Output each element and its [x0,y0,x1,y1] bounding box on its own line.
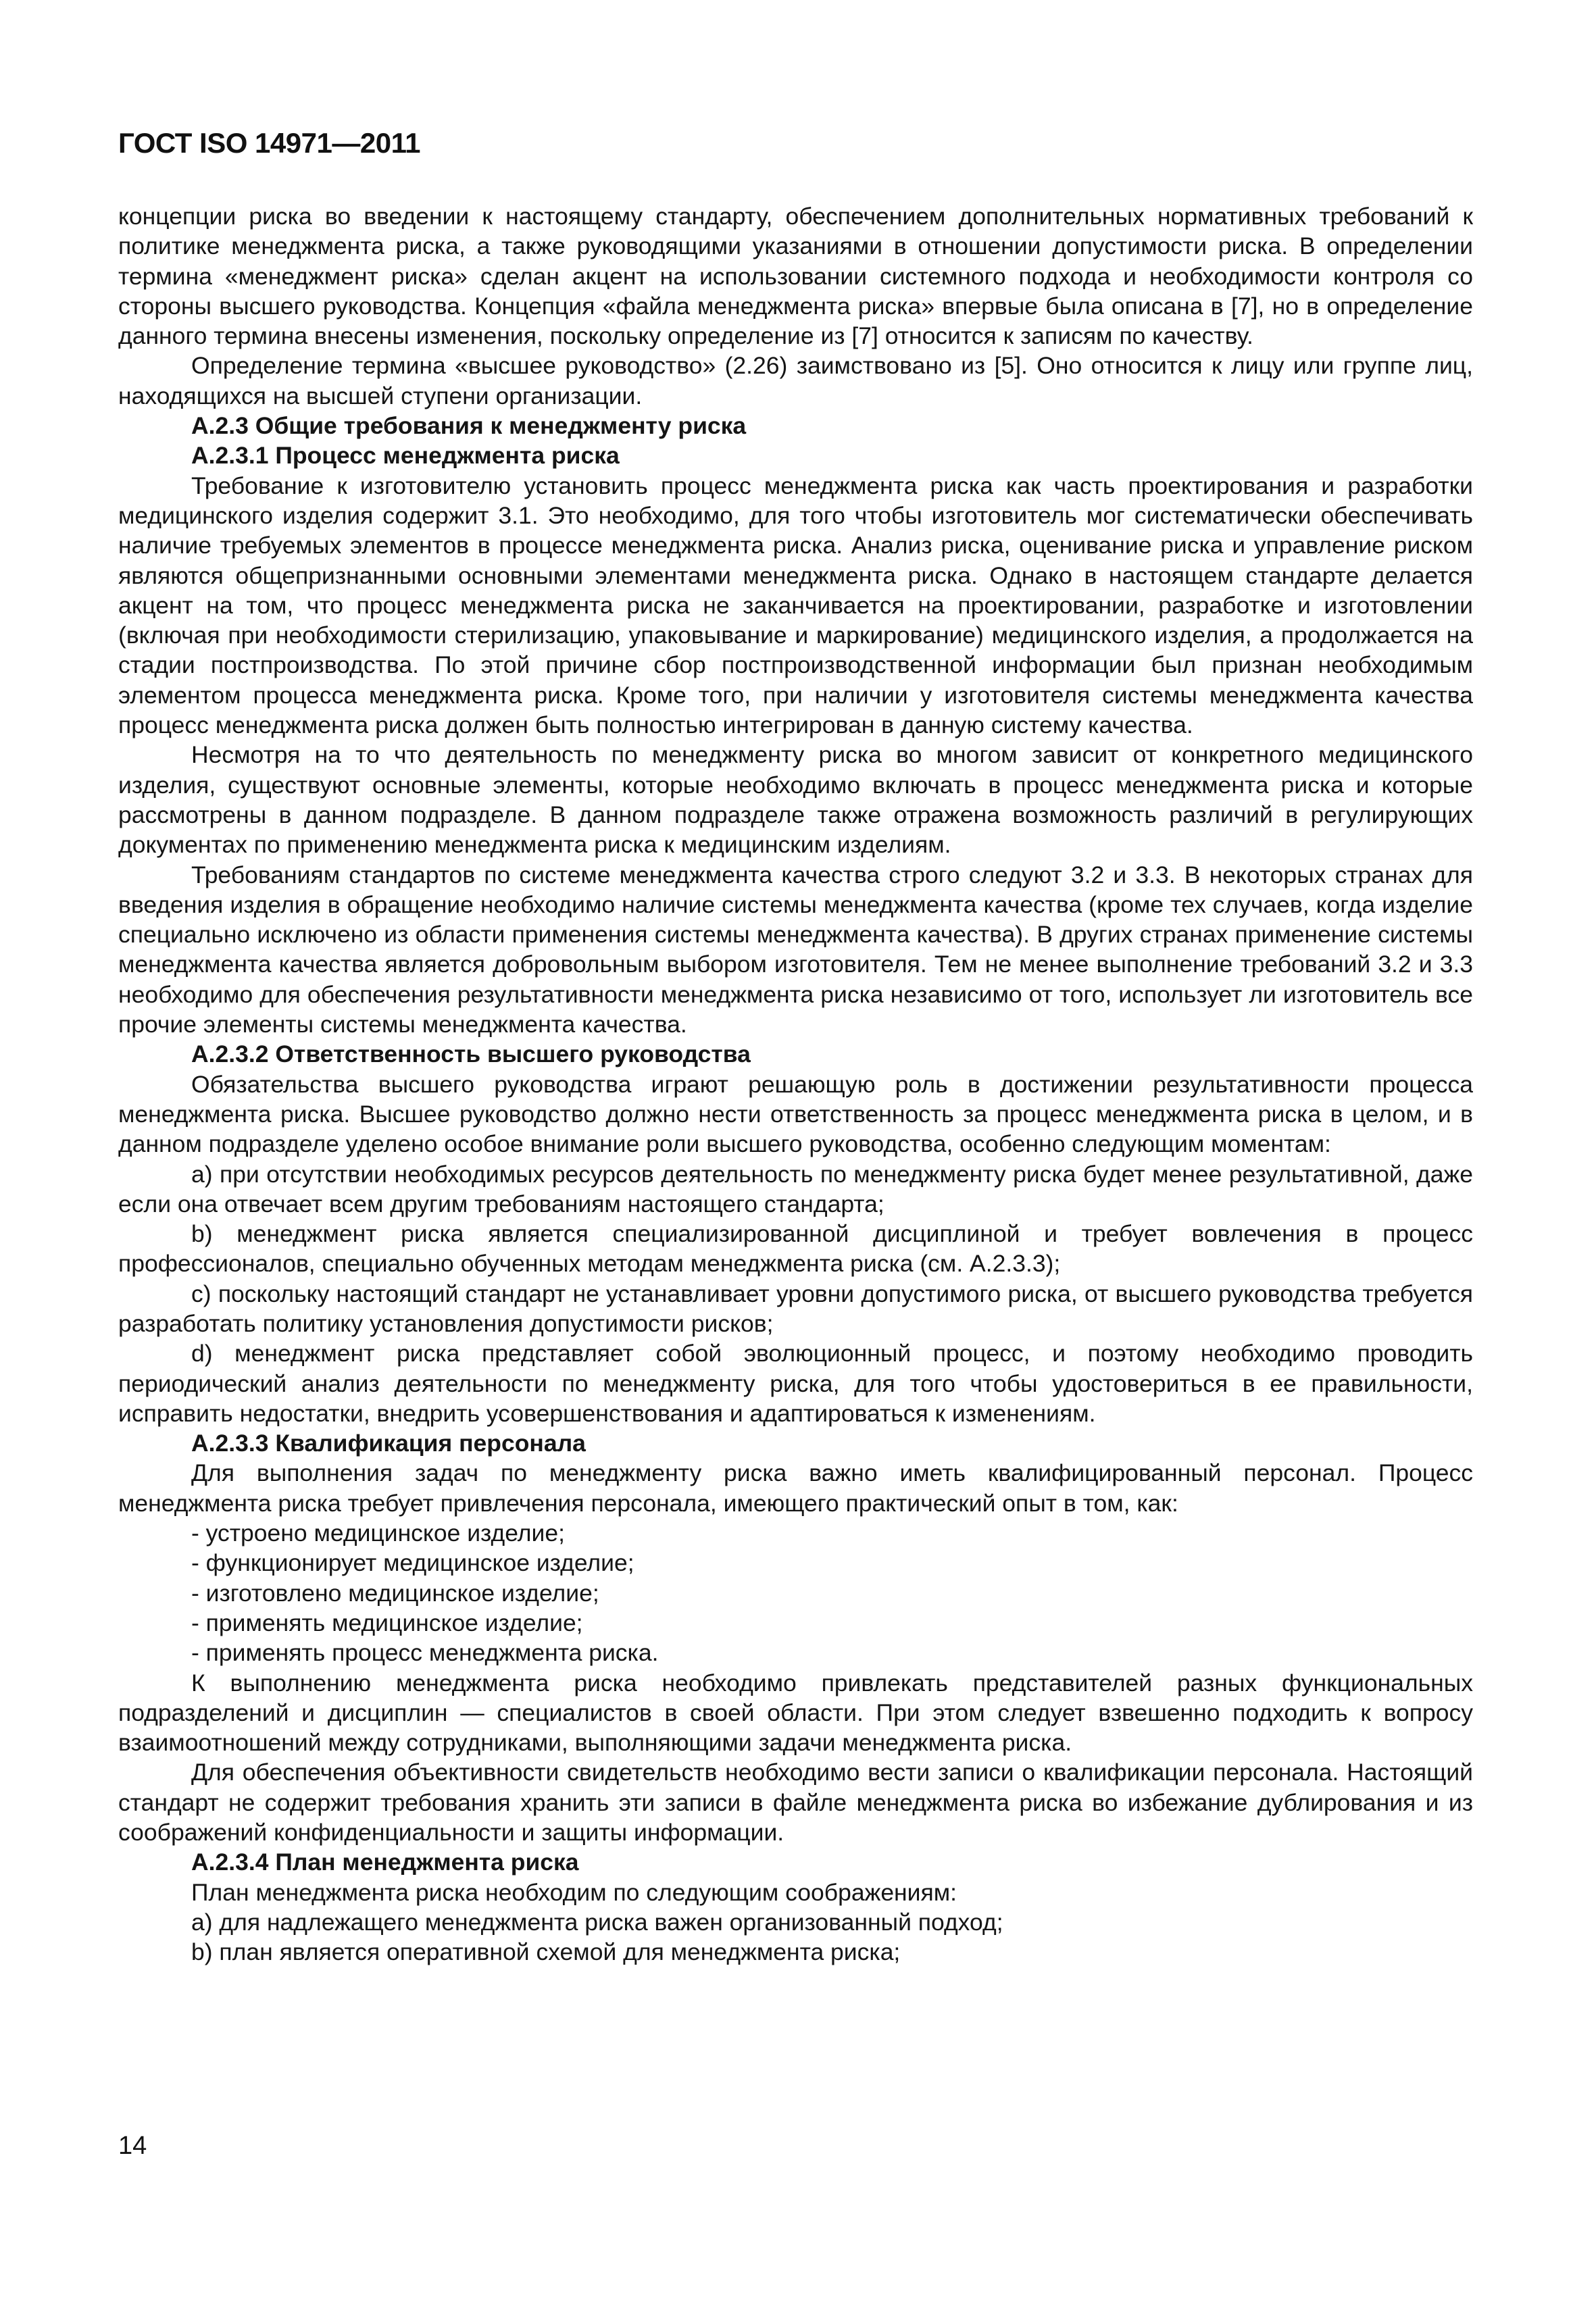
document-header-title: ГОСТ ISO 14971—2011 [118,127,420,159]
paragraph-a233-1: Для выполнения задач по менеджменту риска важно иметь квалифицированный персонал. Процесс менеджмента риска требует привлечения персонала, имеющего практический опыт в том, как: [118,1459,1473,1517]
paragraph-a231-3: Требованиям стандартов по системе менеджмента качества строго следуют 3.2 и 3.3. В некоторых странах для введения изделия в обращение необходимо наличие системы менеджмента качества (кроме тех случаев, когда изделие специально исключено из области применения системы менеджмента качества). В других странах применение системы менеджмента качества является добровольным выбором изготовителя. Тем не менее выполнение требований 3.2 и 3.3 необходимо для обеспечения результативности менеджмента риска независимо от того, использует ли изготовитель все прочие элементы системы менеджмента качества. [118,861,1473,1038]
document-body [118,201,1473,1967]
paragraph-intro-continuation: концепции риска во введении к настоящему стандарту, обеспечением дополнительных нормативных требований к политике менеджмента риска, а также руководящими указаниями в отношении допустимости риска. В определении термина «менеджмент риска» сделан акцент на использовании системного подхода и необходимости контроля со стороны высшего руководства. Концепция «файла менеджмента риска» впервые была описана в [7], но в определение данного термина внесены изменения, поскольку определение из [7] относится к записям по качеству. [118,203,1473,350]
paragraph-a231-2: Несмотря на то что деятельность по менеджменту риска во многом зависит от конкретного медицинского изделия, существуют основные элементы, которые необходимо включать в процесс менеджмента риска и которые рассмотрены в данном подразделе. В данном подразделе также отражена возможность различий в регулирующих документах по применению менеджмента риска к медицинским изделиям. [118,741,1473,859]
section-heading-a232: А.2.3.2 Ответственность высшего руководства [191,1040,751,1068]
paragraph-a232-item-a: a) при отсутствии необходимых ресурсов деятельность по менеджменту риска будет менее результативной, даже если она отвечает всем другим требованиям настоящего стандарта; [118,1160,1473,1217]
paragraph-top-management-definition: Определение термина «высшее руководство» (2.26) заимствовано из [5]. Оно относится к лицу или группе лиц, находящихся на высшей ступени организации. [118,352,1473,409]
section-heading-a234: А.2.3.4 План менеджмента риска [191,1848,579,1876]
list-item: - функционирует медицинское изделие; [191,1549,634,1577]
section-heading-a23: А.2.3 Общие требования к менеджменту риска [191,412,747,440]
paragraph-a232-item-d: d) менеджмент риска представляет собой эволюционный процесс, и поэтому необходимо проводить периодический анализ деятельности по менеджменту риска, для того чтобы удостовериться в ее правильности, исправить недостатки, внедрить усовершенствования и адаптироваться к изменениям. [118,1340,1473,1427]
paragraph-a234-1: План менеджмента риска необходим по следующим соображениям: [191,1878,957,1906]
paragraph-a232-1: Обязательства высшего руководства играют решающую роль в достижении результативности процесса менеджмента риска. Высшее руководство должно нести ответственность за процесс менеджмента риска в целом, и в данном подразделе уделено особое внимание роли высшего руководства, особенно следующим моментам: [118,1070,1473,1158]
paragraph-a234-item-b: b) план является оперативной схемой для менеджмента риска; [191,1938,901,1966]
paragraph-a233-2: К выполнению менеджмента риска необходимо привлекать представителей разных функциональных подразделений и дисциплин — специалистов в своей области. При этом следует взвешенно подходить к вопросу взаимоотношений между сотрудниками, выполняющими задачи менеджмента риска. [118,1669,1473,1757]
section-heading-a231: А.2.3.1 Процесс менеджмента риска [191,442,620,470]
list-item: - устроено медицинское изделие; [191,1519,565,1547]
section-heading-a233: А.2.3.3 Квалификация персонала [191,1430,586,1457]
list-item: - изготовлено медицинское изделие; [191,1579,599,1607]
paragraph-a234-item-a: a) для надлежащего менеджмента риска важен организованный подход; [191,1908,1003,1936]
paragraph-a232-item-b: b) менеджмент риска является специализированной дисциплиной и требует вовлечения в процесс профессионалов, специально обученных методам менеджмента риска (см. А.2.3.3); [118,1220,1473,1278]
list-item: - применять медицинское изделие; [191,1609,583,1636]
paragraph-a232-item-c: c) поскольку настоящий стандарт не устанавливает уровни допустимого риска, от высшего руководства требуется разработать политику установления допустимости рисков; [118,1280,1473,1337]
list-item: - применять процесс менеджмента риска. [191,1639,659,1667]
page-number: 14 [118,2132,147,2160]
paragraph-a231-1: Требование к изготовителю установить процесс менеджмента риска как часть проектирования и разработки медицинского изделия содержит 3.1. Это необходимо, для того чтобы изготовитель мог систематически обеспечивать наличие требуемых элементов в процессе менеджмента риска. Анализ риска, оценивание риска и управление риском являются общепризнанными основными элементами менеджмента риска. Однако в настоящем стандарте делается акцент на том, что процесс менеджмента риска не заканчивается на проектировании, разработке и изготовлении (включая при необходимости стерилизацию, упаковывание и маркирование) медицинского изделия, а продолжается на стадии постпроизводства. По этой причине сбор постпроизводственной информации был признан необходимым элементом процесса менеджмента риска. Кроме того, при наличии у изготовителя системы менеджмента качества процесс менеджмента риска должен быть полностью интегрирован в данную систему качества. [118,472,1473,739]
paragraph-a233-3: Для обеспечения объективности свидетельств необходимо вести записи о квалификации персонала. Настоящий стандарт не содержит требования хранить эти записи в файле менеджмента риска во избежание дублирования и из соображений конфиденциальности и защиты информации. [118,1759,1473,1846]
